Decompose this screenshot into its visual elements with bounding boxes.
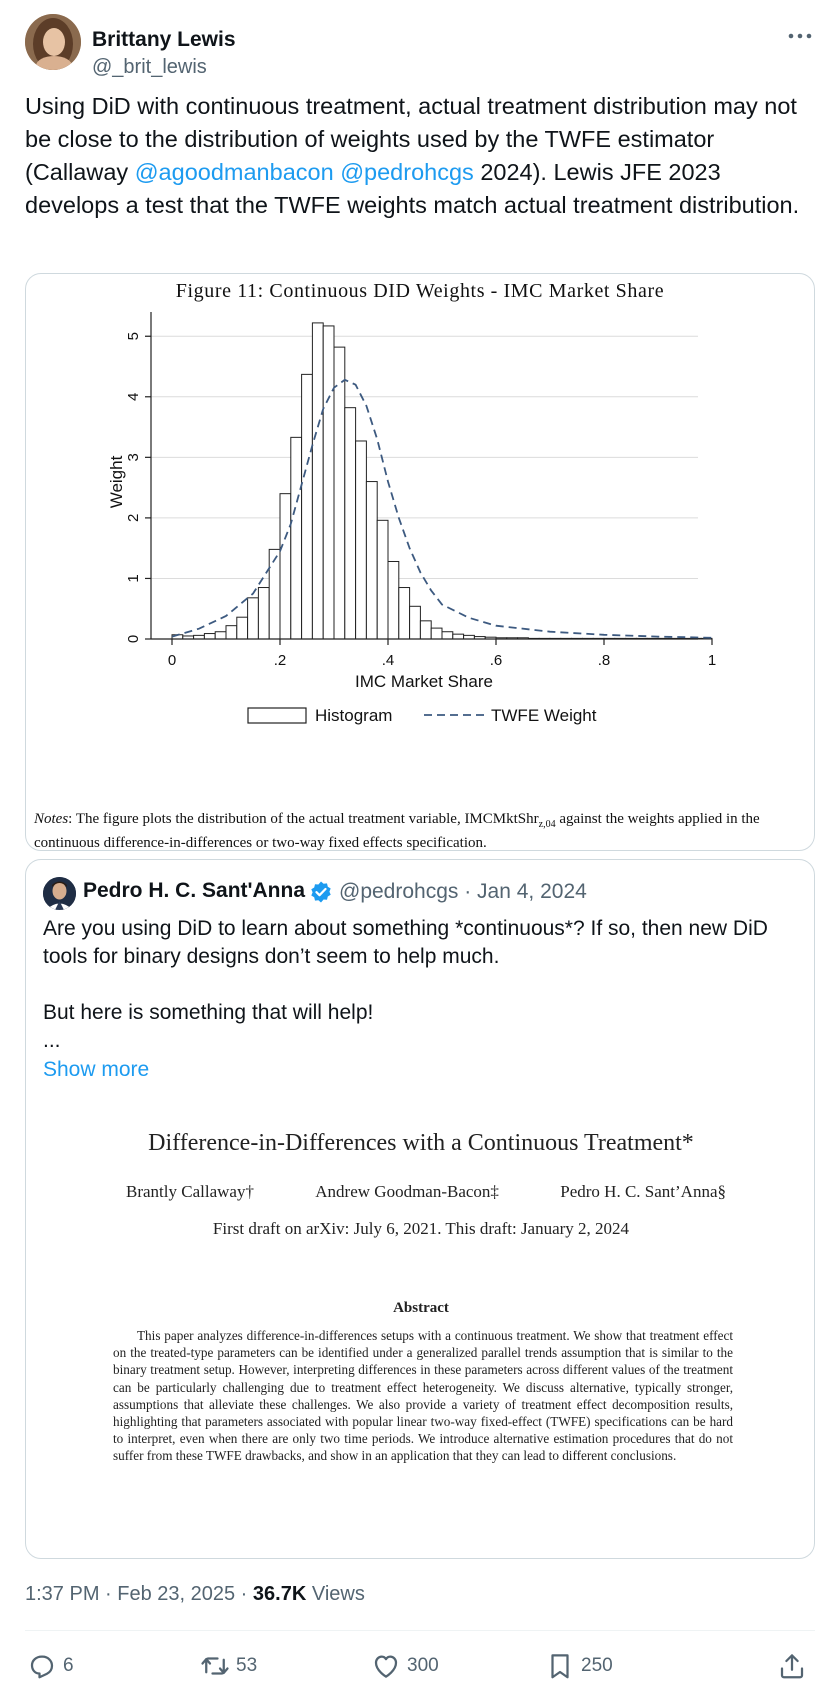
paper-draft-date: First draft on arXiv: July 6, 2021. This draft: January 2, 2024 <box>212 1219 630 1238</box>
paper-abstract-heading: Abstract <box>393 1300 449 1316</box>
x-tick-label: .4 <box>381 652 395 669</box>
share-icon <box>777 1651 807 1681</box>
reply-count: 6 <box>63 1655 74 1676</box>
histogram-bar <box>410 606 421 639</box>
histogram-bar <box>302 374 313 639</box>
histogram-bar <box>226 626 237 639</box>
histogram-bar <box>388 561 399 639</box>
tweet-text-part-2: 2024). Lewis JFE 2023 develops a test that the TWFE weights match actual treatment distribution. <box>25 159 800 218</box>
views-label: Views <box>306 1583 365 1605</box>
histogram-bar <box>215 632 226 639</box>
bookmark-icon <box>545 1651 575 1681</box>
paper-authors <box>126 1182 726 1202</box>
paper-image[interactable] <box>26 1130 815 1559</box>
tweet-time[interactable]: 1:37 PM · Feb 23, 2025 · <box>25 1583 253 1605</box>
paper-author-2: Andrew Goodman-Bacon‡ <box>315 1182 499 1201</box>
histogram-bar <box>431 628 442 639</box>
histogram-bar <box>291 437 302 639</box>
quoted-author-name[interactable]: Pedro H. C. Sant'Anna <box>83 879 306 902</box>
tweet-header <box>25 14 815 78</box>
notes-label: Notes <box>34 811 69 827</box>
legend-histogram-swatch <box>248 708 306 723</box>
histogram-bar <box>237 617 248 639</box>
histogram-bar <box>258 588 269 639</box>
histogram-bar <box>399 588 410 639</box>
views-count: 36.7K <box>252 1583 307 1605</box>
more-options-icon[interactable] <box>785 24 815 48</box>
tweet-timestamp[interactable] <box>25 1583 365 1606</box>
y-tick-label: 4 <box>125 392 142 401</box>
histogram-bar <box>312 323 323 639</box>
repost-count: 53 <box>236 1655 258 1676</box>
tweet-actions <box>25 1648 815 1688</box>
x-tick-label: 1 <box>707 652 717 669</box>
x-tick-label: 0 <box>167 652 177 669</box>
y-tick-label: 1 <box>125 574 142 583</box>
legend-twfe-label: TWFE Weight <box>491 706 597 725</box>
notes-text: : The figure plots the distribution of the actual treatment variable, IMCMktShr <box>68 811 539 827</box>
show-more-link[interactable]: Show more <box>43 1058 150 1081</box>
y-tick-label: 5 <box>125 332 142 341</box>
x-axis-label: IMC Market Share <box>355 672 493 691</box>
repost-button[interactable] <box>200 1648 257 1684</box>
histogram-bar <box>420 621 431 639</box>
histogram-bar <box>269 549 280 639</box>
author-name[interactable]: Brittany Lewis <box>92 28 236 51</box>
y-tick-label: 2 <box>125 513 142 523</box>
verified-badge-icon <box>309 880 333 904</box>
histogram-bar <box>453 634 464 639</box>
bookmark-count: 250 <box>581 1655 613 1676</box>
mention-pedrohcgs[interactable]: @pedrohcgs <box>340 159 474 185</box>
x-tick-label: .8 <box>597 652 611 669</box>
quoted-handle-date[interactable]: @pedrohcgs · Jan 4, 2024 <box>339 880 587 903</box>
paper-title: Difference-in-Differences with a Continuous Treatment* <box>148 1130 694 1156</box>
notes-text-2: against the weights applied in the continuous difference-in-differences or two-way fixed effects specification. <box>34 811 760 851</box>
x-tick-label: .6 <box>489 652 503 669</box>
reply-icon <box>27 1651 57 1681</box>
like-count: 300 <box>407 1655 439 1676</box>
figure-notes <box>34 810 809 851</box>
actions-divider <box>25 1630 815 1631</box>
mention-agoodmanbacon[interactable]: @agoodmanbacon <box>134 159 334 185</box>
y-tick-label: 3 <box>125 453 142 462</box>
bookmark-button[interactable] <box>545 1648 613 1684</box>
histogram-bar <box>442 632 453 639</box>
author-handle[interactable]: @_brit_lewis <box>92 56 207 78</box>
share-button[interactable] <box>777 1648 807 1684</box>
like-button[interactable] <box>371 1648 439 1684</box>
figure-title: Figure 11: Continuous DID Weights - IMC Market Share <box>175 280 665 302</box>
quoted-tweet-text: Are you using DiD to learn about something *continuous*? If so, then new DiD tools for binary designs don’t seem to help much. But here is something that will help! ... <box>43 917 768 1052</box>
author-avatar[interactable] <box>25 14 81 70</box>
heart-icon <box>371 1651 401 1681</box>
quoted-tweet-card[interactable] <box>25 859 815 1559</box>
repost-icon <box>200 1651 230 1681</box>
histogram-chart <box>26 274 815 804</box>
paper-author-1: Brantly Callaway† <box>126 1182 254 1201</box>
histogram-bar <box>345 408 356 639</box>
x-tick-label: .2 <box>273 652 287 669</box>
histogram-bar <box>323 326 334 639</box>
y-tick-label: 0 <box>125 634 142 644</box>
paper-abstract: This paper analyzes difference-in-differences setups with a continuous treatment. We show that treatment effect on the treated-type parameters can be identified under a generalized parallel trends assumption that is similar to the binary treatment setup. However, interpreting differences in these parameters across different values of the treatment can be particularly challenging due to treatment effect heterogeneity. We discuss alternative, typically stronger, assumptions that alleviate these challenges. We also provide a variety of treatment effect decomposition results, highlighting that parameters associated with popular linear two-way fixed-effect (TWFE) specifications can be hard to interpret, even when there are only two time periods. We introduce alternative estimation procedures that do not suffer from these TWFE drawbacks, and show in an application that they can lead to different conclusions. <box>113 1328 733 1464</box>
histogram-bar <box>334 347 345 639</box>
y-axis-label: Weight <box>107 455 126 509</box>
tweet-text <box>25 90 810 222</box>
reply-button[interactable] <box>27 1648 74 1684</box>
histogram-bar <box>377 520 388 639</box>
paper-author-3: Pedro H. C. Sant’Anna§ <box>560 1182 726 1201</box>
histogram-bar <box>280 494 291 639</box>
histogram-bar <box>366 482 377 639</box>
histogram-bar <box>248 598 259 639</box>
legend-histogram-label: Histogram <box>315 706 393 725</box>
histogram-bar <box>204 634 215 639</box>
quoted-author-avatar[interactable] <box>43 877 76 910</box>
chart-legend <box>248 706 597 725</box>
notes-subscript: z,04 <box>538 819 556 830</box>
figure-image-card[interactable] <box>25 273 815 851</box>
tweet-text-part-1: Using DiD with continuous treatment, actual treatment distribution may not be close to the distribution of weights used by the TWFE estimator (Callaway <box>25 93 797 185</box>
histogram-bar <box>356 441 367 639</box>
